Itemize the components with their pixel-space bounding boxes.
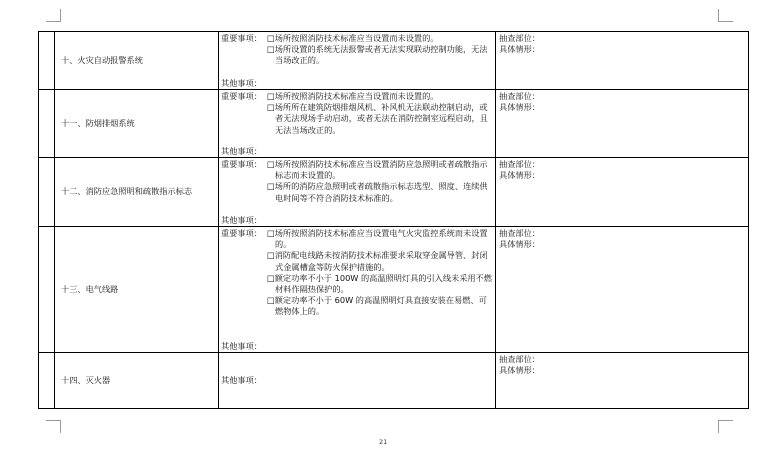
important-bullet: □场所按照消防技术标准应当设置而未设置的。: [267, 91, 439, 101]
check-detail-label: 具体情形：: [499, 44, 540, 55]
check-location-label: 抽查部位：: [499, 159, 540, 169]
important-bullet: □场所所在建筑防烟排烟风机、补风机无法联动控制启动，或者无法现场手动启动，或者无法在消防控制室远程启动，且无法当场改正的。: [267, 102, 488, 135]
check-detail-label: 具体情形：: [499, 102, 540, 113]
row-index-cell: [39, 158, 55, 227]
important-label: 重要事项：: [221, 91, 262, 101]
check-cell: [496, 158, 749, 227]
row-index-cell: [39, 90, 55, 158]
table-row: [39, 158, 749, 227]
row-index-cell: [39, 32, 55, 90]
crop-mark-bottom-right: [718, 420, 733, 433]
important-matters-cell: [219, 227, 496, 353]
other-matters-label: 其他事项：: [221, 214, 262, 225]
important-label: 重要事项：: [221, 33, 262, 43]
table-row: [39, 32, 749, 90]
check-location-label: 抽查部位：: [499, 228, 540, 238]
check-location-label: 抽查部位：: [499, 91, 540, 101]
crop-mark-bottom-left: [46, 420, 61, 433]
item-name-cell: 十二、消防应急照明和疏散指示标志: [55, 158, 219, 227]
other-matters-label: 其他事项：: [221, 375, 262, 386]
crop-mark-top-right: [718, 9, 733, 22]
other-matters-cell: [219, 353, 496, 409]
check-location-label: 抽查部位：: [499, 33, 540, 43]
item-name-cell: 十、火灾自动报警系统: [55, 32, 219, 90]
item-name-cell: 十一、防烟排烟系统: [55, 90, 219, 158]
table-row: [39, 90, 749, 158]
other-matters-label: 其他事项：: [221, 77, 262, 88]
important-matters-cell: [219, 158, 496, 227]
important-bullet: □场所按照消防技术标准应当设置电气火灾监控系统而未设置的。: [267, 228, 488, 250]
check-cell: [496, 32, 749, 90]
important-label: 重要事项：: [221, 159, 262, 169]
important-matters-cell: [219, 32, 496, 90]
check-detail-label: 具体情形：: [499, 365, 540, 376]
check-location-label: 抽查部位：: [499, 354, 540, 364]
item-name-cell: 十三、电气线路: [55, 227, 219, 353]
crop-mark-top-left: [46, 9, 61, 22]
row-index-cell: [39, 227, 55, 353]
table-row: [39, 353, 749, 409]
other-matters-label: 其他事项：: [221, 340, 262, 351]
important-bullet: □场所的消防应急照明或者疏散指示标志选型、照度、连续供电时间等不符合消防技术标准的。: [267, 181, 488, 203]
item-name-cell: 十四、灭火器: [55, 353, 219, 409]
important-bullet: □场所按照消防技术标准应当设置而未设置的。: [267, 33, 439, 43]
page-number: 21: [379, 438, 388, 446]
check-cell: [496, 90, 749, 158]
inspection-table: [38, 31, 749, 409]
check-detail-label: 具体情形：: [499, 170, 540, 181]
row-index-cell: [39, 353, 55, 409]
important-bullet: □场所设置的系统无法报警或者无法实现联动控制功能，无法当场改正的。: [267, 44, 488, 66]
other-matters-label: 其他事项：: [221, 145, 262, 156]
important-bullet: □场所按照消防技术标准应当设置消防应急照明或者疏散指示标志而未设置的。: [267, 159, 488, 181]
check-cell: [496, 353, 749, 409]
table-row: [39, 227, 749, 353]
important-label: 重要事项：: [221, 228, 262, 238]
check-detail-label: 具体情形：: [499, 239, 540, 250]
check-cell: [496, 227, 749, 353]
important-bullet: □额定功率不小于 100W 的高温照明灯具的引入线未采用不燃材料作隔热保护的。: [267, 272, 492, 295]
important-bullet: □额定功率不小于 60W 的高温照明灯具直接安装在易燃、可燃物体上的。: [267, 295, 487, 317]
important-matters-cell: [219, 90, 496, 158]
important-bullet: □消防配电线路未按消防技术标准要求采取穿金属导管、封闭式金属槽盒等防火保护措施的。: [267, 250, 488, 272]
